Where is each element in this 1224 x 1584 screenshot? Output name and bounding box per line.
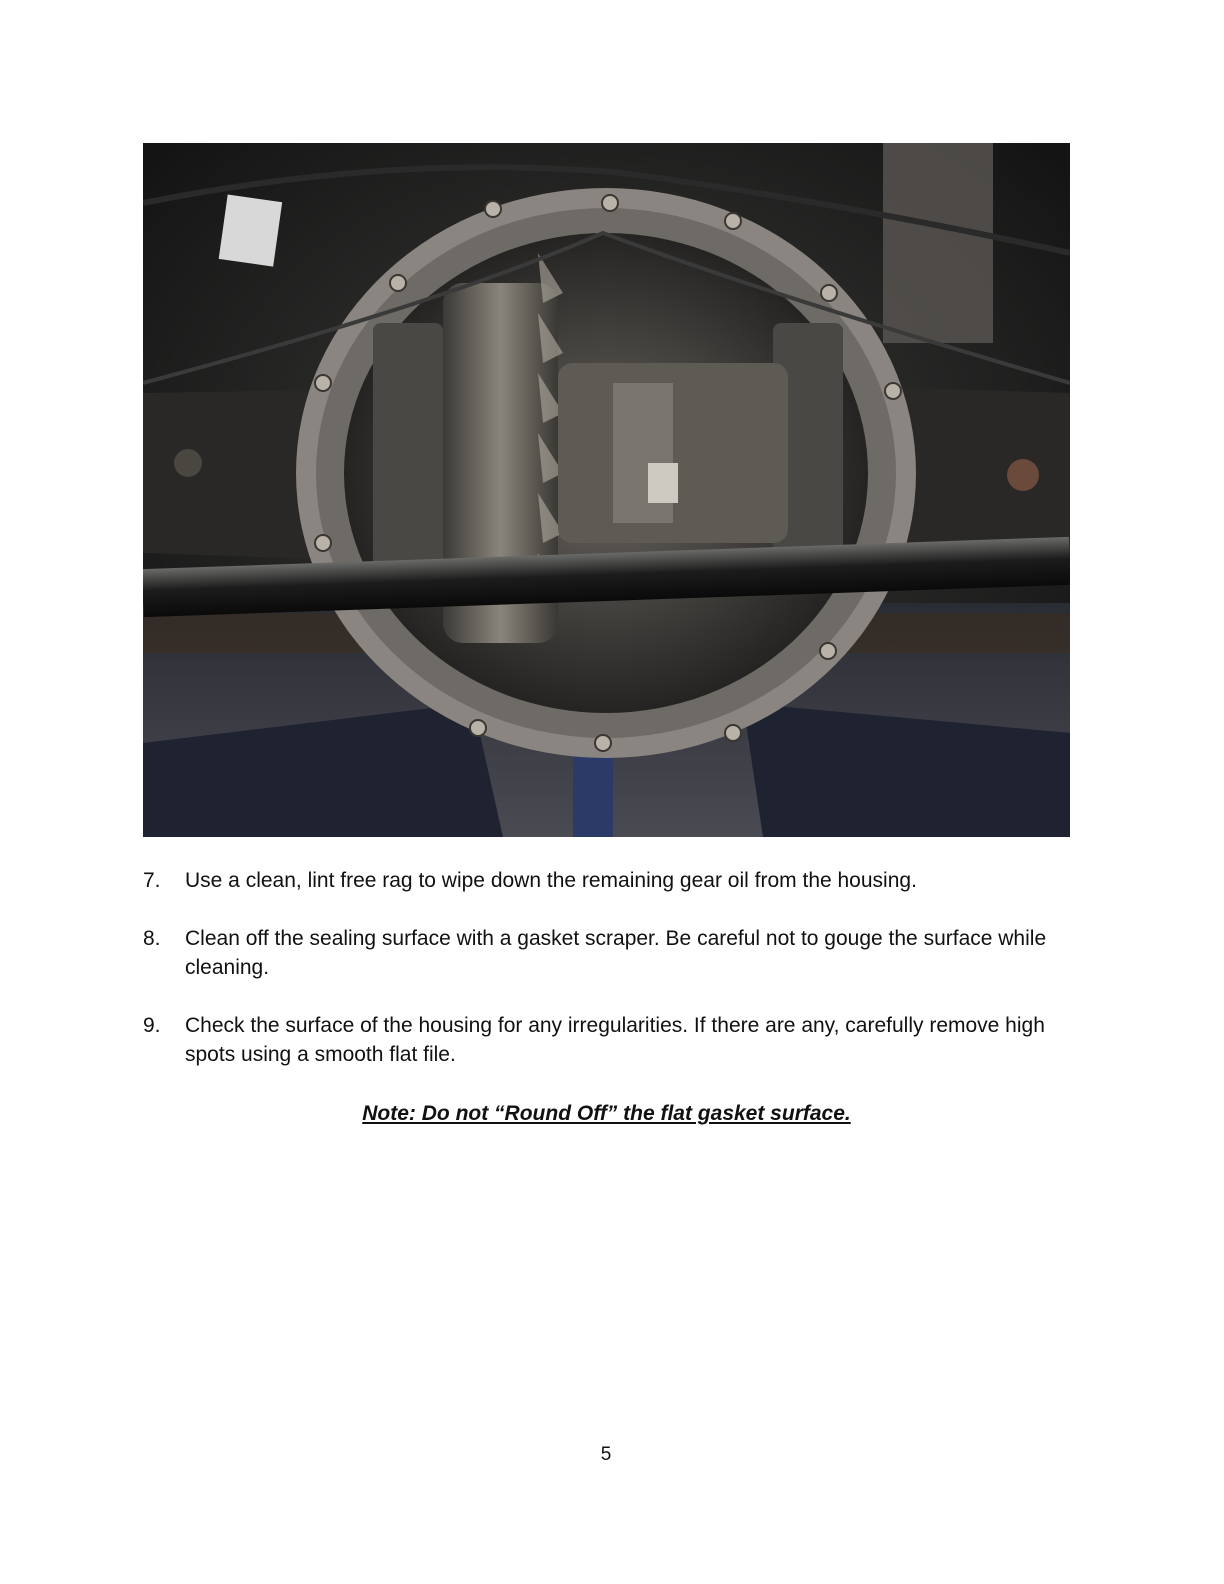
step-text: Clean off the sealing surface with a gasket scraper. Be careful not to gouge the surface while cleaning. [185, 927, 1047, 979]
step-number: 7. [143, 869, 161, 892]
instruction-steps [143, 866, 1073, 1069]
step-number: 9. [143, 1014, 161, 1037]
step-8 [143, 924, 1073, 982]
page-number: 5 [600, 1444, 612, 1465]
step-text: Check the surface of the housing for any irregularities. If there are any, carefully remove high spots using a smooth flat file. [185, 1014, 1045, 1066]
step-text: Use a clean, lint free rag to wipe down the remaining gear oil from the housing. [185, 869, 917, 892]
step-7 [143, 866, 1073, 895]
step-number: 8. [143, 927, 161, 950]
gasket-note: Note: Do not “Round Off” the flat gasket surface. [362, 1102, 851, 1125]
differential-photo [143, 143, 1070, 837]
step-9 [143, 1011, 1073, 1069]
differential-illustration [143, 143, 1070, 837]
